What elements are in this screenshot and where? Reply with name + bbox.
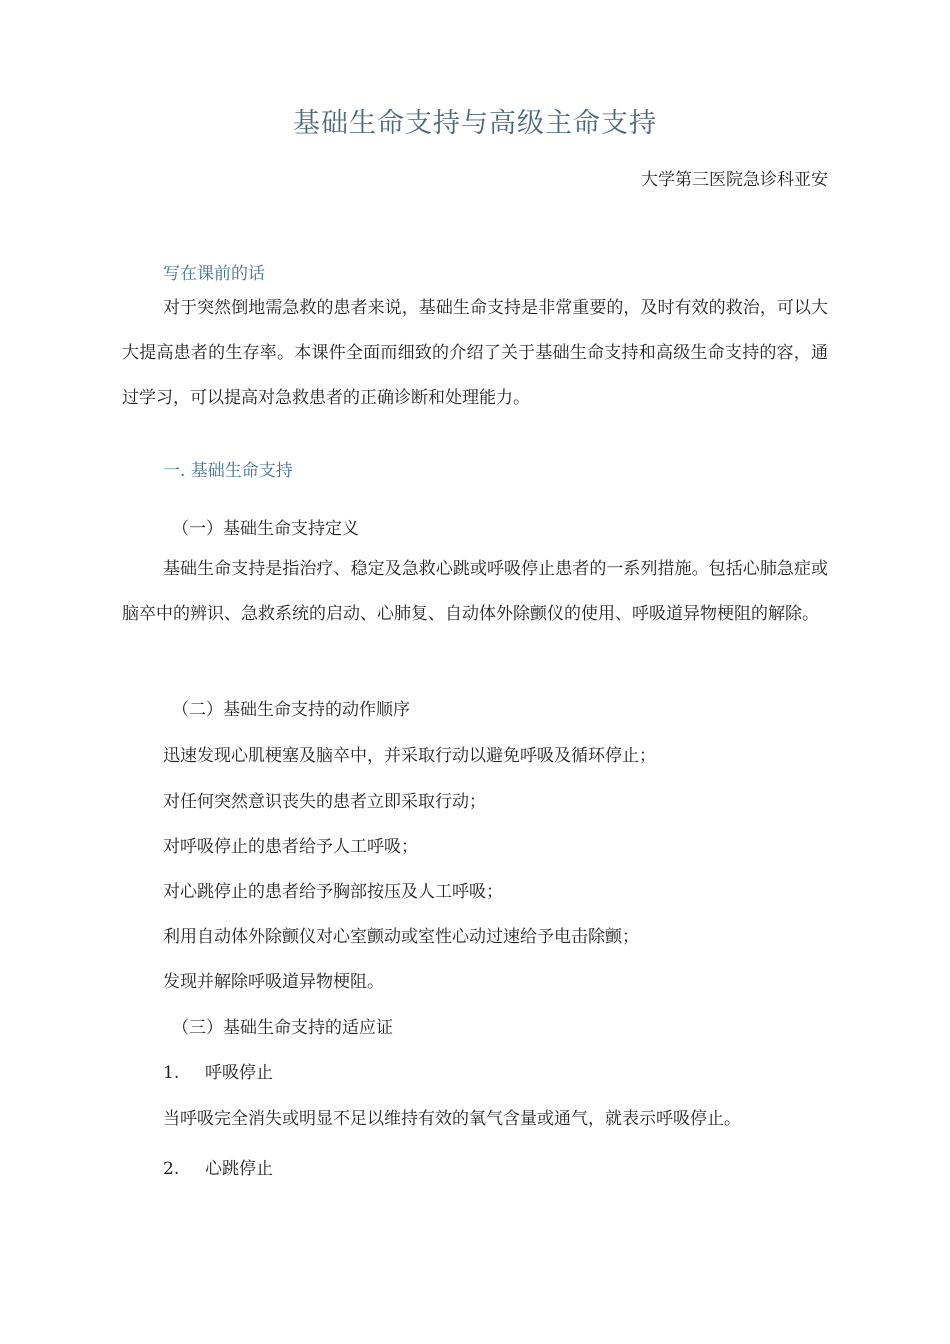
action-item: 对呼吸停止的患者给予人工呼吸； [163,837,418,857]
preface-paragraph: 对于突然倒地需急救的患者来说，基础生命支持是非常重要的，及时有效的救治，可以大大提高患者的生存率。本课件全面而细致的介绍了关于基础生命支持和高级生命支持的容，通过学习，可以提高对急救患者的正确诊断和处理能力。 [122,298,828,408]
indication-description: 当呼吸完全消失或明显不足以维持有效的氧气含量或通气，就表示呼吸停止。 [163,1109,741,1129]
action-item: 发现并解除呼吸道异物梗阻。 [163,972,384,992]
subsection-1-heading: （一）基础生命支持定义 [172,519,359,539]
action-item: 对心跳停止的患者给予胸部按压及人工呼吸； [163,882,503,902]
indication-number: 2. [163,1159,180,1179]
action-item: 对任何突然意识丧失的患者立即采取行动； [163,792,486,812]
indication-item [163,1154,273,1179]
subsection-1-paragraph: 基础生命支持是指治疗、稳定及急救心跳或呼吸停止患者的一系列措施。包括心肺急症或脑卒中的辨识、急救系统的启动、心肺复、自动体外除颤仪的使用、呼吸道异物梗阻的解除。 [122,559,828,624]
indication-label: 心跳停止 [205,1159,273,1179]
document-author: 大学第三医院急诊科亚安 [641,170,828,190]
indication-item [163,1058,273,1083]
action-item: 利用自动体外除颤仪对心室颤动或室性心动过速给予电击除颤； [163,927,639,947]
section-1-heading: 一. 基础生命支持 [163,461,293,481]
preface-heading: 写在课前的话 [163,264,265,284]
document-title: 基础生命支持与高级主命支持 [293,108,657,139]
indication-label: 呼吸停止 [205,1063,273,1083]
subsection-2-heading: （二）基础生命支持的动作顺序 [172,700,410,720]
subsection-3-heading: （三）基础生命支持的适应证 [172,1018,393,1038]
indication-number: 1. [163,1063,180,1083]
action-item: 迅速发现心肌梗塞及脑卒中，并采取行动以避免呼吸及循环停止； [163,746,656,766]
